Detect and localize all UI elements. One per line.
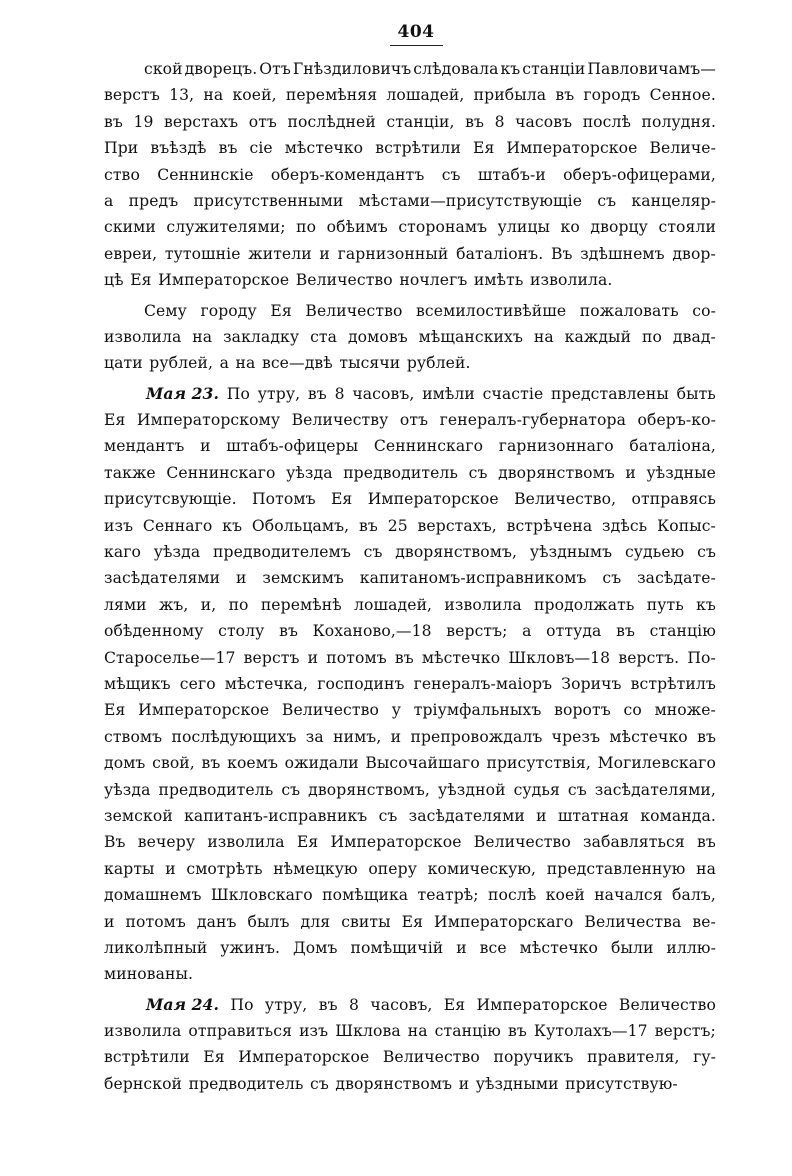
text-line: обѣденному столу въ Коханово,—18 верстъ; а оттуда въ станцію (104, 622, 716, 641)
text-line: каго уѣзда предводителемъ съ дворянствомъ, уѣзднымъ судьею съ (104, 543, 716, 562)
text-body (104, 56, 716, 1097)
text-line: ствомъ послѣдующихъ за нимъ, и препровождалъ чрезъ мѣстечко въ (104, 727, 716, 746)
text-line: Ея Императорскому Величеству отъ генералъ-губернатора оберъ-ко- (104, 411, 716, 430)
text-line: Мая 23. По утру, въ 8 часовъ, имѣли счастіе представлены быть (104, 381, 716, 407)
text-line: домъ свой, въ коемъ ожидали Высочайшаго присутствія, Могилевскаго (104, 754, 716, 773)
text-line: домашнемъ Шкловскаго помѣщика театрѣ; послѣ коей начался балъ, (104, 886, 716, 905)
text-line: ликолѣпный ужинъ. Домъ помѣщичій и все мѣстечко были иллю- (104, 938, 716, 957)
text-line: цати рублей, а на все—двѣ тысячи рублей. (104, 354, 471, 373)
text-line: засѣдателями и земскимъ капитаномъ-исправникомъ съ засѣдате- (104, 569, 716, 588)
text-line: лями жъ, и, по перемѣнѣ лошадей, изволила продолжать путь къ (104, 595, 716, 614)
text-line: изволила отправиться изъ Шклова на станцію въ Кутолахъ—17 верстъ; (104, 1022, 716, 1041)
text-line: присутсвующіе. Потомъ Ея Императорское Величество, отправясь (104, 490, 716, 509)
page-number: 404 (116, 22, 716, 46)
text-line: скими служителями; по обѣимъ сторонамъ улицы ко дворцу стояли (104, 218, 716, 237)
text-line: въ 19 верстахъ отъ послѣдней станціи, въ 8 часовъ послѣ полудня. (104, 112, 716, 131)
text-line: Въ вечеру изволила Ея Императорское Величество забавляться въ (104, 833, 716, 852)
entry-date: Мая 23. (146, 383, 220, 403)
text-line: земской капитанъ-исправникъ съ засѣдателями и штатная команда. (104, 806, 716, 825)
text-line: цѣ Ея Императорское Величество ночлегъ имѣть изволила. (104, 271, 613, 290)
text-line: При въѣздѣ въ сіе мѣстечко встрѣтили Ея Императорское Величе- (104, 139, 716, 158)
text-line: изволила на закладку ста домовъ мѣщанскихъ на каждый по двад- (104, 327, 716, 346)
text-line: Староселье—17 верстъ и потомъ въ мѣстечко Шкловъ—18 верстъ. По- (104, 648, 716, 667)
text-line: уѣзда предводитель съ дворянствомъ, уѣздной судья съ засѣдателями, (104, 780, 716, 799)
text-line: Ея Императорское Величество у тріумфальныхъ воротъ со множе- (104, 701, 716, 720)
document-page (104, 22, 716, 1097)
text-line: ство Сеннинскіе оберъ-комендантъ съ штабъ-и оберъ-офицерами, (104, 165, 716, 184)
text-line: Сему городу Ея Величество всемилостивѣйше пожаловать со- (144, 301, 716, 320)
text-line: встрѣтили Ея Императорское Величество поручикъ правителя, гу- (104, 1048, 716, 1067)
text-line: изъ Сеннаго къ Обольцамъ, въ 25 верстахъ, встрѣчена здѣсь Копыс- (104, 516, 716, 535)
text-line: минованы. (104, 965, 194, 984)
text-line: ской дворецъ. Отъ Гнѣздиловичъ слѣдовала къ станціи Павловичамъ— (144, 60, 716, 78)
text-line: бернской предводитель съ дворянствомъ и уѣздными присутствую- (104, 1074, 678, 1093)
text-line: Мая 24. По утру, въ 8 часовъ, Ея Императорское Величество (104, 992, 716, 1018)
entry-date: Мая 24. (146, 994, 220, 1014)
text-line: мѣщикъ сего мѣстечка, господинъ генералъ-маіоръ Зоричъ встрѣтилъ (104, 674, 716, 693)
text-line: евреи, тутошніе жители и гарнизонный баталіонъ. Въ здѣшнемъ двор- (104, 244, 716, 263)
text-line: а предъ присутственными мѣстами—присутствующіе съ канцеляр- (104, 191, 716, 210)
text-line: также Сеннинскаго уѣзда предводитель съ дворянствомъ и уѣздные (104, 463, 716, 482)
text-line: верстъ 13, на коей, перемѣняя лошадей, прибыла въ городъ Сенное. (104, 86, 716, 105)
text-line: и потомъ данъ былъ для свиты Ея Императорскаго Величества ве- (104, 912, 716, 931)
text-line: карты и смотрѣть нѣмецкую оперу комическую, представленную на (104, 859, 716, 878)
text-line: мендантъ и штабъ-офицеры Сеннинскаго гарнизоннаго баталіона, (104, 437, 716, 456)
